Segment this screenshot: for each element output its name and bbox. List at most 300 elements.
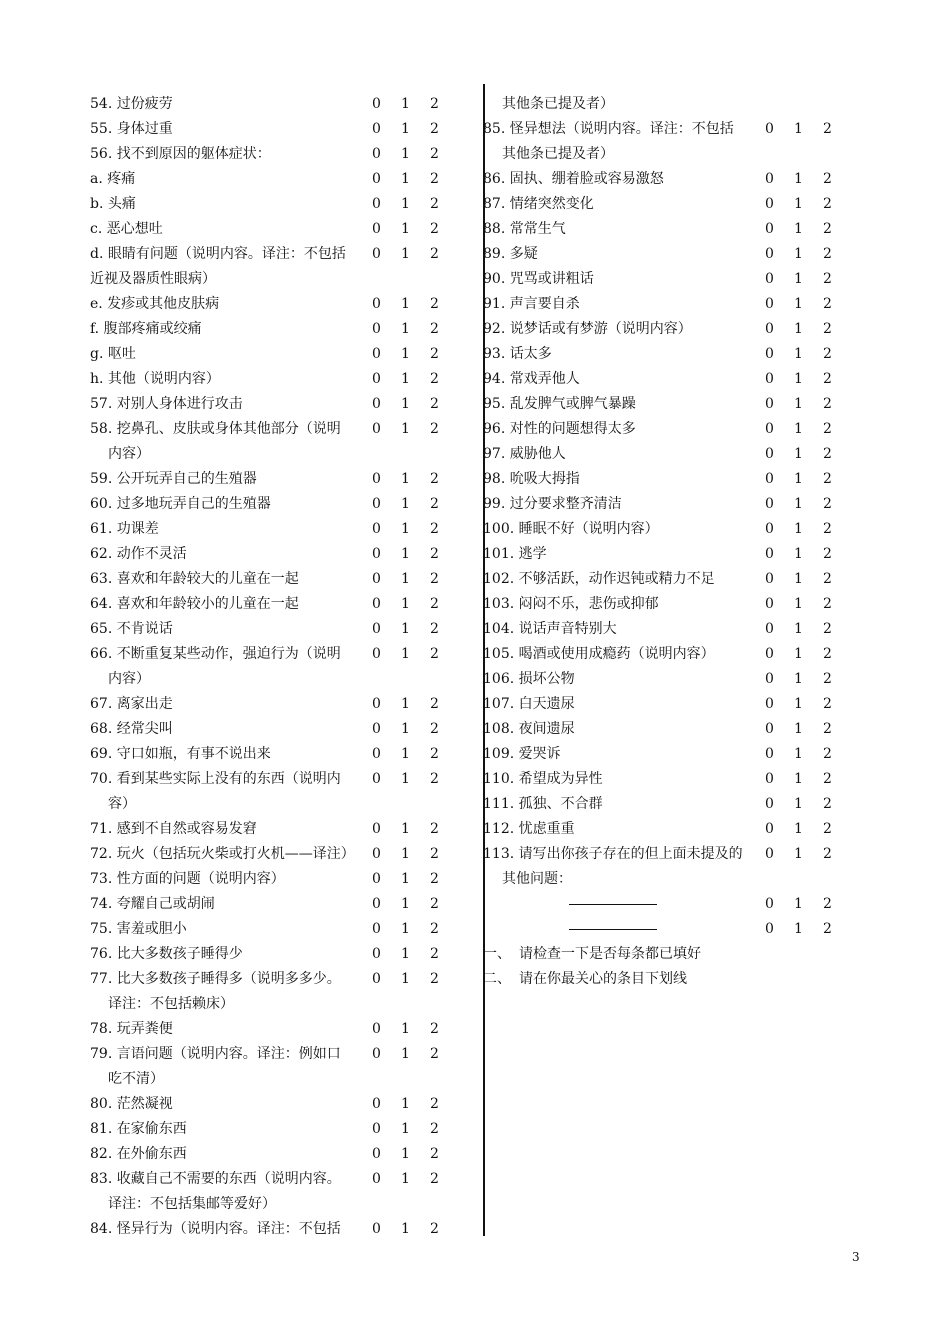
score-option-0[interactable]: 0 xyxy=(372,421,381,437)
question-item xyxy=(483,842,843,867)
question-text: 内容） xyxy=(108,671,150,687)
question-text: 106. 损坏公物 xyxy=(483,671,575,687)
score-option-1[interactable]: 1 xyxy=(794,921,803,937)
right-column xyxy=(483,92,843,992)
score-option-2[interactable]: 2 xyxy=(823,421,832,437)
score-option-1[interactable]: 1 xyxy=(794,821,803,837)
question-item xyxy=(90,1092,450,1117)
score-option-0[interactable]: 0 xyxy=(765,821,774,837)
score-option-2[interactable]: 2 xyxy=(823,296,832,312)
question-item xyxy=(90,542,450,567)
question-continuation xyxy=(90,667,450,692)
question-text: 96. 对性的问题想得太多 xyxy=(483,421,636,437)
score-option-0[interactable]: 0 xyxy=(765,221,774,237)
score-option-1[interactable]: 1 xyxy=(794,271,803,287)
score-option-2[interactable]: 2 xyxy=(430,346,439,362)
score-option-1[interactable]: 1 xyxy=(401,171,410,187)
score-option-1[interactable]: 1 xyxy=(401,846,410,862)
score-option-1[interactable]: 1 xyxy=(401,946,410,962)
score-option-0[interactable]: 0 xyxy=(765,296,774,312)
score-option-2[interactable]: 2 xyxy=(430,371,439,387)
score-option-2[interactable]: 2 xyxy=(823,846,832,862)
score-option-1[interactable]: 1 xyxy=(401,121,410,137)
score-option-0[interactable]: 0 xyxy=(372,146,381,162)
score-option-2[interactable]: 2 xyxy=(430,746,439,762)
score-option-2[interactable]: 2 xyxy=(430,946,439,962)
score-option-2[interactable]: 2 xyxy=(823,371,832,387)
score-option-0[interactable]: 0 xyxy=(765,346,774,362)
score-option-2[interactable]: 2 xyxy=(823,221,832,237)
question-text: 92. 说梦话或有梦游（说明内容） xyxy=(483,321,692,337)
question-text: 74. 夸耀自己或胡闹 xyxy=(90,896,215,912)
question-item xyxy=(90,767,450,792)
question-continuation xyxy=(90,792,450,817)
score-option-1[interactable]: 1 xyxy=(401,471,410,487)
score-option-2[interactable]: 2 xyxy=(823,521,832,537)
score-option-0[interactable]: 0 xyxy=(765,496,774,512)
score-option-2[interactable]: 2 xyxy=(430,1171,439,1187)
score-option-2[interactable]: 2 xyxy=(430,1046,439,1062)
score-option-2[interactable]: 2 xyxy=(430,96,439,112)
score-option-0[interactable]: 0 xyxy=(765,621,774,637)
question-text: 100. 睡眠不好（说明内容） xyxy=(483,521,659,537)
score-option-0[interactable]: 0 xyxy=(372,921,381,937)
write-in-line[interactable] xyxy=(569,903,657,905)
score-option-1[interactable]: 1 xyxy=(794,796,803,812)
score-option-2[interactable]: 2 xyxy=(430,921,439,937)
score-option-1[interactable]: 1 xyxy=(794,421,803,437)
score-option-0[interactable]: 0 xyxy=(765,746,774,762)
question-text: 其他条已提及者） xyxy=(502,146,614,162)
question-item xyxy=(90,492,450,517)
score-option-0[interactable]: 0 xyxy=(765,196,774,212)
question-text: 54. 过份疲劳 xyxy=(90,96,173,112)
question-item xyxy=(483,467,843,492)
score-option-1[interactable]: 1 xyxy=(401,921,410,937)
question-text: 56. 找不到原因的躯体症状： xyxy=(90,146,271,162)
score-option-1[interactable]: 1 xyxy=(794,246,803,262)
question-item xyxy=(90,967,450,992)
question-item xyxy=(483,417,843,442)
score-option-0[interactable]: 0 xyxy=(765,646,774,662)
score-option-2[interactable]: 2 xyxy=(430,1096,439,1112)
question-item xyxy=(90,1117,450,1142)
score-option-2[interactable]: 2 xyxy=(823,121,832,137)
score-option-2[interactable]: 2 xyxy=(430,1021,439,1037)
score-option-0[interactable]: 0 xyxy=(765,596,774,612)
score-option-2[interactable]: 2 xyxy=(823,796,832,812)
question-text: 97. 威胁他人 xyxy=(483,446,566,462)
score-option-2[interactable]: 2 xyxy=(430,971,439,987)
score-option-2[interactable]: 2 xyxy=(430,896,439,912)
score-option-2[interactable]: 2 xyxy=(823,471,832,487)
score-option-0[interactable]: 0 xyxy=(765,371,774,387)
question-text: d. 眼睛有问题（说明内容。译注：不包括 xyxy=(90,246,346,262)
score-option-2[interactable]: 2 xyxy=(430,696,439,712)
score-option-2[interactable]: 2 xyxy=(430,396,439,412)
score-option-0[interactable]: 0 xyxy=(765,771,774,787)
score-option-1[interactable]: 1 xyxy=(401,971,410,987)
question-text: c. 恶心想吐 xyxy=(90,221,163,237)
score-option-1[interactable]: 1 xyxy=(401,196,410,212)
score-option-2[interactable]: 2 xyxy=(823,396,832,412)
score-option-1[interactable]: 1 xyxy=(794,646,803,662)
question-item xyxy=(483,192,843,217)
score-option-2[interactable]: 2 xyxy=(430,1121,439,1137)
question-item xyxy=(483,392,843,417)
score-option-0[interactable]: 0 xyxy=(372,1121,381,1137)
score-option-0[interactable]: 0 xyxy=(372,371,381,387)
score-option-0[interactable]: 0 xyxy=(765,896,774,912)
score-option-2[interactable]: 2 xyxy=(823,821,832,837)
score-option-2[interactable]: 2 xyxy=(823,596,832,612)
score-option-2[interactable]: 2 xyxy=(430,596,439,612)
score-option-0[interactable]: 0 xyxy=(372,1171,381,1187)
question-item xyxy=(483,692,843,717)
score-option-1[interactable]: 1 xyxy=(794,771,803,787)
score-option-2[interactable]: 2 xyxy=(823,896,832,912)
score-option-2[interactable]: 2 xyxy=(823,621,832,637)
question-text: 69. 守口如瓶，有事不说出来 xyxy=(90,746,271,762)
score-option-1[interactable]: 1 xyxy=(401,896,410,912)
score-option-2[interactable]: 2 xyxy=(430,521,439,537)
score-option-0[interactable]: 0 xyxy=(765,546,774,562)
score-option-1[interactable]: 1 xyxy=(401,1171,410,1187)
score-option-2[interactable]: 2 xyxy=(430,321,439,337)
score-option-1[interactable]: 1 xyxy=(401,1096,410,1112)
score-option-0[interactable]: 0 xyxy=(372,846,381,862)
question-text: 84. 怪异行为（说明内容。译注：不包括 xyxy=(90,1221,341,1237)
question-text: 64. 喜欢和年龄较小的儿童在一起 xyxy=(90,596,299,612)
score-option-1[interactable]: 1 xyxy=(401,496,410,512)
score-option-1[interactable]: 1 xyxy=(401,371,410,387)
score-option-2[interactable]: 2 xyxy=(430,571,439,587)
score-option-2[interactable]: 2 xyxy=(823,246,832,262)
score-option-1[interactable]: 1 xyxy=(401,146,410,162)
question-item xyxy=(483,642,843,667)
score-option-1[interactable]: 1 xyxy=(401,96,410,112)
score-option-0[interactable]: 0 xyxy=(765,796,774,812)
score-option-2[interactable]: 2 xyxy=(430,1146,439,1162)
score-option-0[interactable]: 0 xyxy=(372,96,381,112)
score-option-0[interactable]: 0 xyxy=(372,321,381,337)
score-option-1[interactable]: 1 xyxy=(794,671,803,687)
question-text: 107. 白天遗尿 xyxy=(483,696,575,712)
question-item xyxy=(90,142,450,167)
score-option-2[interactable]: 2 xyxy=(430,721,439,737)
score-option-1[interactable]: 1 xyxy=(401,1021,410,1037)
question-text: 77. 比大多数孩子睡得多（说明多多少。 xyxy=(90,971,341,987)
score-option-0[interactable]: 0 xyxy=(765,396,774,412)
question-item xyxy=(90,942,450,967)
score-option-0[interactable]: 0 xyxy=(372,821,381,837)
score-option-0[interactable]: 0 xyxy=(372,621,381,637)
question-item xyxy=(90,367,450,392)
score-option-2[interactable]: 2 xyxy=(430,221,439,237)
question-text: 72. 玩火（包括玩火柴或打火机——译注） xyxy=(90,846,355,862)
left-column xyxy=(90,92,450,1242)
score-option-0[interactable]: 0 xyxy=(372,221,381,237)
score-option-2[interactable]: 2 xyxy=(823,671,832,687)
score-option-0[interactable]: 0 xyxy=(765,271,774,287)
question-text: 86. 固执、绷着脸或容易激怒 xyxy=(483,171,664,187)
question-text: 94. 常戏弄他人 xyxy=(483,371,580,387)
question-continuation xyxy=(483,92,843,117)
write-in-line[interactable] xyxy=(569,928,657,930)
score-option-0[interactable]: 0 xyxy=(372,196,381,212)
score-option-1[interactable]: 1 xyxy=(794,496,803,512)
score-option-1[interactable]: 1 xyxy=(794,696,803,712)
question-text: 其他问题： xyxy=(502,871,572,887)
question-continuation xyxy=(483,142,843,167)
score-option-0[interactable]: 0 xyxy=(372,896,381,912)
score-option-0[interactable]: 0 xyxy=(372,1021,381,1037)
question-item xyxy=(90,692,450,717)
score-option-0[interactable]: 0 xyxy=(372,696,381,712)
score-option-0[interactable]: 0 xyxy=(765,721,774,737)
score-option-1[interactable]: 1 xyxy=(401,821,410,837)
question-text: 76. 比大多数孩子睡得少 xyxy=(90,946,243,962)
note-text: 请检查一下是否每条都已填好 xyxy=(519,946,701,962)
score-option-0[interactable]: 0 xyxy=(765,171,774,187)
score-option-0[interactable]: 0 xyxy=(372,496,381,512)
score-option-1[interactable]: 1 xyxy=(401,696,410,712)
score-option-2[interactable]: 2 xyxy=(430,621,439,637)
score-option-2[interactable]: 2 xyxy=(430,871,439,887)
score-option-2[interactable]: 2 xyxy=(430,421,439,437)
question-text: 63. 喜欢和年龄较大的儿童在一起 xyxy=(90,571,299,587)
question-item xyxy=(483,792,843,817)
score-option-1[interactable]: 1 xyxy=(401,1221,410,1237)
score-option-1[interactable]: 1 xyxy=(401,546,410,562)
score-option-1[interactable]: 1 xyxy=(794,846,803,862)
score-option-2[interactable]: 2 xyxy=(823,346,832,362)
question-text: f. 腹部疼痛或绞痛 xyxy=(90,321,202,337)
score-option-0[interactable]: 0 xyxy=(372,746,381,762)
question-item xyxy=(483,492,843,517)
score-option-2[interactable]: 2 xyxy=(430,646,439,662)
score-option-0[interactable]: 0 xyxy=(372,521,381,537)
score-option-2[interactable]: 2 xyxy=(430,546,439,562)
score-option-0[interactable]: 0 xyxy=(372,971,381,987)
score-option-0[interactable]: 0 xyxy=(372,396,381,412)
score-option-1[interactable]: 1 xyxy=(401,521,410,537)
score-option-1[interactable]: 1 xyxy=(794,521,803,537)
question-text: 88. 常常生气 xyxy=(483,221,566,237)
question-text: 70. 看到某些实际上没有的东西（说明内 xyxy=(90,771,341,787)
score-option-2[interactable]: 2 xyxy=(430,296,439,312)
score-option-1[interactable]: 1 xyxy=(794,121,803,137)
score-option-1[interactable]: 1 xyxy=(401,721,410,737)
score-option-0[interactable]: 0 xyxy=(372,171,381,187)
score-option-2[interactable]: 2 xyxy=(823,696,832,712)
score-option-2[interactable]: 2 xyxy=(430,846,439,862)
score-option-2[interactable]: 2 xyxy=(823,646,832,662)
score-option-1[interactable]: 1 xyxy=(401,571,410,587)
score-option-0[interactable]: 0 xyxy=(372,546,381,562)
question-item xyxy=(483,667,843,692)
score-option-2[interactable]: 2 xyxy=(823,496,832,512)
score-option-0[interactable]: 0 xyxy=(372,1221,381,1237)
score-option-2[interactable]: 2 xyxy=(430,471,439,487)
score-option-0[interactable]: 0 xyxy=(372,296,381,312)
score-option-2[interactable]: 2 xyxy=(430,196,439,212)
score-option-0[interactable]: 0 xyxy=(765,321,774,337)
score-option-1[interactable]: 1 xyxy=(401,346,410,362)
score-option-2[interactable]: 2 xyxy=(430,171,439,187)
score-option-1[interactable]: 1 xyxy=(794,721,803,737)
score-option-0[interactable]: 0 xyxy=(372,471,381,487)
score-option-1[interactable]: 1 xyxy=(794,596,803,612)
question-item xyxy=(90,892,450,917)
score-option-0[interactable]: 0 xyxy=(765,696,774,712)
score-option-1[interactable]: 1 xyxy=(794,196,803,212)
question-item xyxy=(90,292,450,317)
score-option-1[interactable]: 1 xyxy=(401,396,410,412)
write-in-row xyxy=(483,917,843,942)
score-option-2[interactable]: 2 xyxy=(430,496,439,512)
question-text: 83. 收藏自己不需要的东西（说明内容。 xyxy=(90,1171,341,1187)
score-option-2[interactable]: 2 xyxy=(430,771,439,787)
question-item xyxy=(483,292,843,317)
question-text: 82. 在外偷东西 xyxy=(90,1146,187,1162)
score-option-1[interactable]: 1 xyxy=(401,1121,410,1137)
question-text: 65. 不肯说话 xyxy=(90,621,173,637)
score-option-0[interactable]: 0 xyxy=(372,1046,381,1062)
score-option-1[interactable]: 1 xyxy=(794,346,803,362)
score-option-1[interactable]: 1 xyxy=(401,321,410,337)
score-option-1[interactable]: 1 xyxy=(401,771,410,787)
score-option-0[interactable]: 0 xyxy=(372,596,381,612)
score-option-0[interactable]: 0 xyxy=(765,571,774,587)
question-text: 59. 公开玩弄自己的生殖器 xyxy=(90,471,257,487)
score-option-1[interactable]: 1 xyxy=(794,321,803,337)
question-item xyxy=(483,617,843,642)
score-option-2[interactable]: 2 xyxy=(823,446,832,462)
score-option-0[interactable]: 0 xyxy=(372,1096,381,1112)
score-option-2[interactable]: 2 xyxy=(823,271,832,287)
score-option-1[interactable]: 1 xyxy=(401,621,410,637)
score-option-0[interactable]: 0 xyxy=(372,1146,381,1162)
score-option-0[interactable]: 0 xyxy=(765,671,774,687)
score-option-2[interactable]: 2 xyxy=(823,546,832,562)
question-item xyxy=(483,742,843,767)
score-option-2[interactable]: 2 xyxy=(430,821,439,837)
score-option-2[interactable]: 2 xyxy=(823,571,832,587)
score-option-1[interactable]: 1 xyxy=(794,621,803,637)
question-text: h. 其他（说明内容） xyxy=(90,371,220,387)
question-text: 78. 玩弄粪便 xyxy=(90,1021,173,1037)
score-option-2[interactable]: 2 xyxy=(430,121,439,137)
score-option-0[interactable]: 0 xyxy=(372,121,381,137)
score-option-1[interactable]: 1 xyxy=(794,371,803,387)
score-option-2[interactable]: 2 xyxy=(823,921,832,937)
score-option-1[interactable]: 1 xyxy=(401,871,410,887)
question-continuation xyxy=(90,992,450,1017)
score-option-0[interactable]: 0 xyxy=(372,871,381,887)
score-option-0[interactable]: 0 xyxy=(765,246,774,262)
question-item xyxy=(90,92,450,117)
question-item xyxy=(90,1142,450,1167)
instruction-note xyxy=(483,942,843,967)
question-item xyxy=(90,717,450,742)
question-text: 66. 不断重复某些动作，强迫行为（说明 xyxy=(90,646,341,662)
score-option-1[interactable]: 1 xyxy=(794,746,803,762)
score-option-0[interactable]: 0 xyxy=(765,421,774,437)
score-option-0[interactable]: 0 xyxy=(372,946,381,962)
question-item xyxy=(90,842,450,867)
score-option-1[interactable]: 1 xyxy=(401,1046,410,1062)
question-item xyxy=(90,742,450,767)
score-option-0[interactable]: 0 xyxy=(372,346,381,362)
score-option-0[interactable]: 0 xyxy=(765,471,774,487)
score-option-2[interactable]: 2 xyxy=(823,196,832,212)
question-item xyxy=(90,417,450,442)
score-option-1[interactable]: 1 xyxy=(401,1146,410,1162)
question-item xyxy=(90,592,450,617)
score-option-0[interactable]: 0 xyxy=(372,246,381,262)
question-item xyxy=(483,167,843,192)
score-option-1[interactable]: 1 xyxy=(794,571,803,587)
score-option-2[interactable]: 2 xyxy=(430,1221,439,1237)
score-option-0[interactable]: 0 xyxy=(372,646,381,662)
question-item xyxy=(90,342,450,367)
score-option-0[interactable]: 0 xyxy=(372,721,381,737)
score-option-2[interactable]: 2 xyxy=(823,771,832,787)
question-text: 102. 不够活跃，动作迟钝或精力不足 xyxy=(483,571,715,587)
score-option-1[interactable]: 1 xyxy=(401,246,410,262)
question-text: 93. 话太多 xyxy=(483,346,552,362)
question-text: 近视及器质性眼病） xyxy=(90,271,216,287)
score-option-1[interactable]: 1 xyxy=(794,171,803,187)
score-option-1[interactable]: 1 xyxy=(401,596,410,612)
question-item xyxy=(90,1042,450,1067)
question-item xyxy=(483,767,843,792)
score-option-1[interactable]: 1 xyxy=(794,221,803,237)
score-option-0[interactable]: 0 xyxy=(765,846,774,862)
score-option-2[interactable]: 2 xyxy=(430,146,439,162)
score-option-1[interactable]: 1 xyxy=(794,396,803,412)
score-option-1[interactable]: 1 xyxy=(794,546,803,562)
score-option-1[interactable]: 1 xyxy=(794,296,803,312)
score-option-1[interactable]: 1 xyxy=(794,896,803,912)
score-option-0[interactable]: 0 xyxy=(765,521,774,537)
question-item xyxy=(483,592,843,617)
score-option-2[interactable]: 2 xyxy=(823,171,832,187)
score-option-0[interactable]: 0 xyxy=(765,921,774,937)
score-option-1[interactable]: 1 xyxy=(401,421,410,437)
score-option-1[interactable]: 1 xyxy=(401,221,410,237)
score-option-2[interactable]: 2 xyxy=(823,321,832,337)
score-option-2[interactable]: 2 xyxy=(430,246,439,262)
score-option-0[interactable]: 0 xyxy=(372,571,381,587)
score-option-0[interactable]: 0 xyxy=(765,121,774,137)
score-option-0[interactable]: 0 xyxy=(372,771,381,787)
question-item xyxy=(483,317,843,342)
question-item xyxy=(90,517,450,542)
score-option-1[interactable]: 1 xyxy=(794,446,803,462)
question-item xyxy=(90,167,450,192)
page-number: 3 xyxy=(852,1250,860,1264)
score-option-0[interactable]: 0 xyxy=(765,446,774,462)
score-option-1[interactable]: 1 xyxy=(794,471,803,487)
question-item xyxy=(483,217,843,242)
score-option-2[interactable]: 2 xyxy=(823,746,832,762)
score-option-1[interactable]: 1 xyxy=(401,646,410,662)
score-option-2[interactable]: 2 xyxy=(823,721,832,737)
score-option-1[interactable]: 1 xyxy=(401,746,410,762)
score-option-1[interactable]: 1 xyxy=(401,296,410,312)
